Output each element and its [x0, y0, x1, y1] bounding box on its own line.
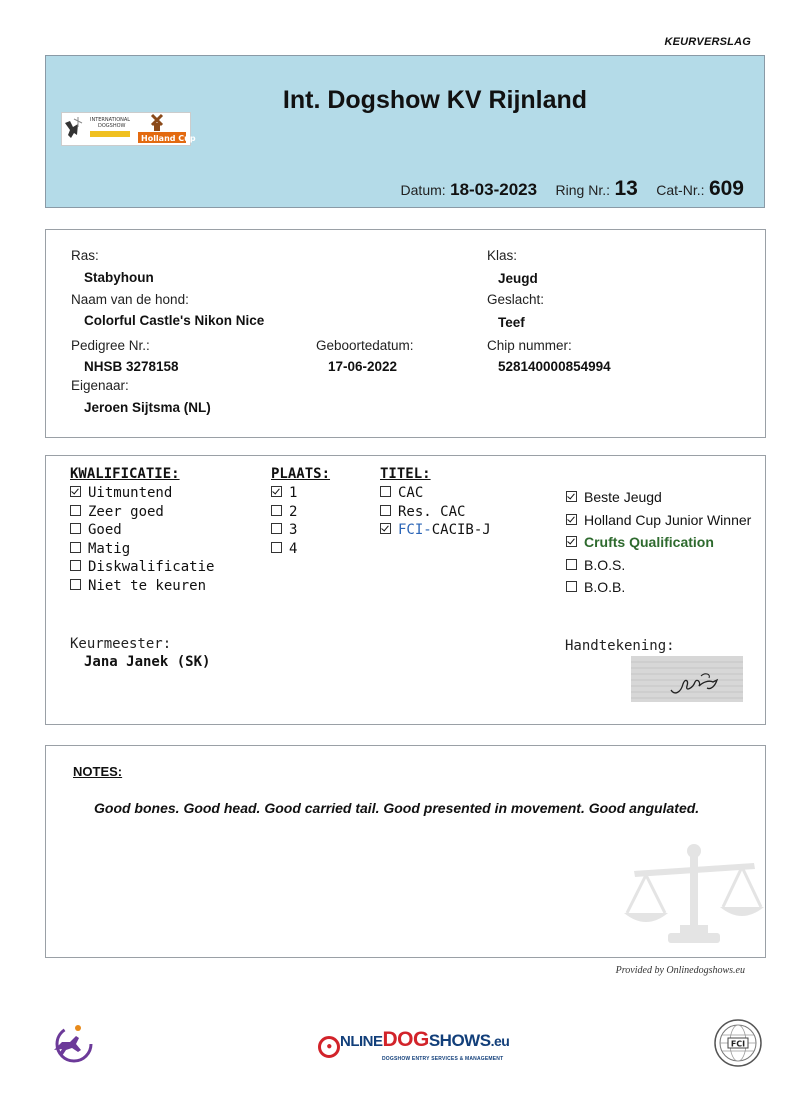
klas-label: Klas:: [487, 248, 518, 263]
checkbox-icon: [566, 581, 577, 592]
klas-value: Jeugd: [498, 271, 538, 286]
checkbox-icon: [70, 560, 81, 571]
dog-info-panel: [45, 229, 766, 438]
option-plaats-3[interactable]: 3: [271, 521, 330, 540]
cat-label: Cat-Nr.:: [656, 182, 705, 198]
brand-tagline: DOGSHOW ENTRY SERVICES & MANAGEMENT: [382, 1056, 504, 1062]
checkbox-icon: [70, 505, 81, 516]
show-logo: [61, 112, 196, 146]
option-niet-te-keuren[interactable]: Niet te keuren: [70, 577, 214, 596]
chip-value: 528140000854994: [498, 359, 611, 374]
ring-value: 13: [614, 177, 638, 200]
dogshow-logo-icon: [62, 113, 196, 145]
kwalificatie-column: [70, 466, 214, 595]
checkbox-icon: [70, 523, 81, 534]
notes-heading: NOTES:: [73, 764, 123, 779]
fci-globe-icon: [713, 1018, 763, 1068]
svg-text:FCI: FCI: [730, 1039, 746, 1049]
titel-heading: TITEL:: [380, 466, 431, 482]
plaats-column: [271, 466, 330, 558]
eigenaar-value: Jeroen Sijtsma (NL): [84, 400, 211, 415]
notes-text: Good bones. Good head. Good carried tail. Good presented in movement. Good angulated.: [94, 800, 700, 816]
datum-value: 18-03-2023: [450, 180, 538, 199]
judging-result-panel: [45, 455, 766, 725]
checkbox-checked-icon: [566, 536, 577, 547]
checkbox-icon: [566, 559, 577, 570]
onlinedogshows-logo: ● NLINEDOGSHOWS.eu DOGSHOW ENTRY SERVICES & MANAGEMENT: [318, 1028, 509, 1062]
paw-icon: ●: [318, 1036, 340, 1058]
show-title: Int. Dogshow KV Rijnland: [282, 86, 588, 114]
eigenaar-label: Eigenaar:: [71, 378, 129, 393]
svg-text:DOGSHOW: DOGSHOW: [98, 123, 126, 129]
option-bos[interactable]: B.O.S.: [566, 554, 751, 577]
datum-label: Datum:: [400, 182, 446, 198]
provided-by: Provided by Onlinedogshows.eu: [615, 965, 745, 976]
kwalificatie-heading: KWALIFICATIE:: [70, 466, 180, 482]
pedigree-label: Pedigree Nr.:: [71, 338, 150, 353]
geslacht-label: Geslacht:: [487, 292, 545, 307]
ras-label: Ras:: [71, 248, 99, 263]
checkbox-icon: [271, 505, 282, 516]
checkbox-icon: [271, 523, 282, 534]
cat-value: 609: [708, 177, 744, 200]
checkbox-icon: [70, 542, 81, 553]
option-goed[interactable]: Goed: [70, 521, 214, 540]
option-zeer-goed[interactable]: Zeer goed: [70, 503, 214, 522]
option-beste-jeugd[interactable]: Beste Jeugd: [566, 486, 751, 509]
club-logo: [48, 1020, 94, 1066]
option-plaats-4[interactable]: 4: [271, 540, 330, 559]
keurmeester-label: Keurmeester:: [70, 636, 172, 652]
checkbox-checked-icon: [70, 486, 81, 497]
checkbox-icon: [380, 505, 391, 516]
notes-panel: [45, 745, 766, 958]
option-cac[interactable]: CAC: [380, 484, 491, 503]
checkbox-icon: [70, 579, 81, 590]
checkbox-checked-icon: [380, 523, 391, 534]
ring-label: Ring Nr.:: [555, 182, 610, 198]
checkbox-checked-icon: [271, 486, 282, 497]
signature-icon: [631, 656, 743, 702]
option-fci-cacib-j[interactable]: FCI-CACIB-J: [380, 521, 491, 540]
option-diskwalificatie[interactable]: Diskwalificatie: [70, 558, 214, 577]
checkbox-checked-icon: [566, 514, 577, 525]
option-uitmuntend[interactable]: Uitmuntend: [70, 484, 214, 503]
show-header: [45, 55, 765, 208]
svg-text:INTERNATIONAL: INTERNATIONAL: [90, 117, 131, 123]
signature-image: [631, 656, 743, 702]
plaats-heading: PLAATS:: [271, 466, 331, 482]
option-holland-cup-junior-winner[interactable]: Holland Cup Junior Winner: [566, 509, 751, 532]
geboorte-label: Geboortedatum:: [316, 338, 414, 353]
geboorte-value: 17-06-2022: [328, 359, 398, 374]
scales-watermark: [624, 841, 764, 953]
handtekening-label: Handtekening:: [565, 638, 675, 654]
justice-scales-icon: [624, 841, 764, 953]
option-plaats-1[interactable]: 1: [271, 484, 330, 503]
keurmeester-value: Jana Janek (SK): [84, 654, 211, 670]
naam-value: Colorful Castle's Nikon Nice: [84, 313, 265, 328]
fci-logo: [713, 1018, 763, 1068]
titel-column: [380, 466, 491, 540]
option-bob[interactable]: B.O.B.: [566, 576, 751, 599]
option-res-cac[interactable]: Res. CAC: [380, 503, 491, 522]
pedigree-value: NHSB 3278158: [84, 359, 179, 374]
option-plaats-2[interactable]: 2: [271, 503, 330, 522]
checkbox-checked-icon: [566, 491, 577, 502]
document-type: KEURVERSLAG: [664, 36, 751, 48]
ras-value: Stabyhoun: [84, 270, 154, 285]
option-crufts-qualification[interactable]: Crufts Qualification: [566, 531, 751, 554]
show-meta: [401, 177, 744, 201]
awards-column: [566, 486, 751, 599]
option-matig[interactable]: Matig: [70, 540, 214, 559]
checkbox-icon: [380, 486, 391, 497]
naam-label: Naam van de hond:: [71, 292, 189, 307]
geslacht-value: Teef: [498, 315, 525, 330]
running-dog-logo-icon: [48, 1020, 94, 1066]
chip-label: Chip nummer:: [487, 338, 572, 353]
svg-text:Holland Cup: Holland Cup: [141, 134, 196, 143]
checkbox-icon: [271, 542, 282, 553]
